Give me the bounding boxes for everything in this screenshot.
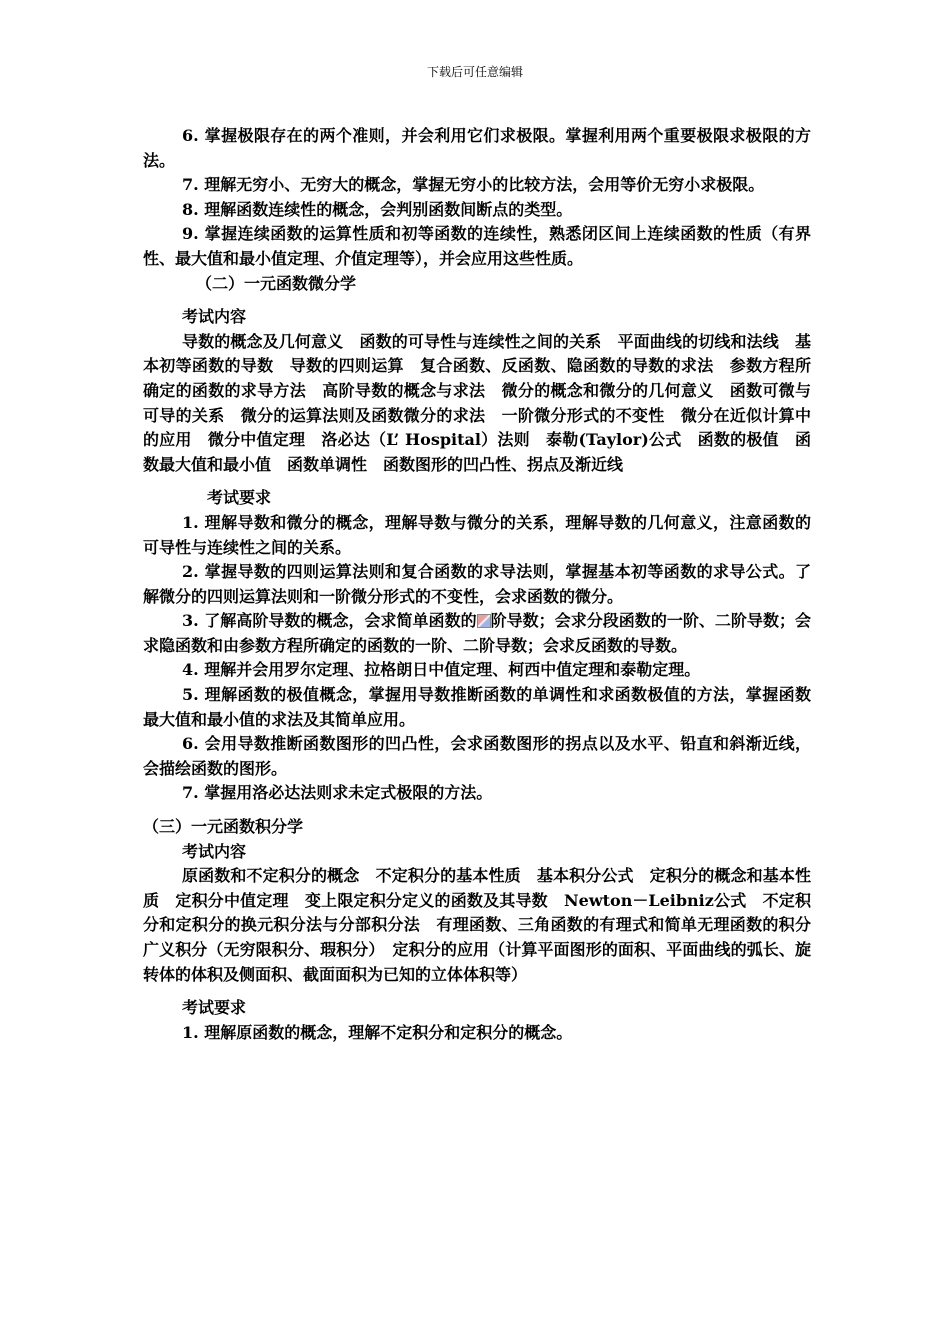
paragraph-req-3	[143, 609, 811, 658]
page-header: 下载后可任意编辑	[426, 65, 523, 79]
paragraph-exam-content-integral: 原函数和不定积分的概念 不定积分的基本性质 基本积分公式 定积分的概念和基本性质 定积分中值定理 变上限定积分定义的函数及其导数 Newton－Leibniz公式 不定积分和定积分的换元积分法与分部积分法 有理函数、三角函数的有理式和简单无理函数的积分 广义积分（无穷限积分、瑕积分） 定积分的应用（计算平面图形的面积、平面曲线的弧长、旋转体的体积及侧面积、截面面积为已知的立体体积等）	[143, 866, 828, 984]
paragraph-item-9: 9. 掌握连续函数的运算性质和初等函数的连续性，熟悉闭区间上连续函数的性质（有界性、最大值和最小值定理、介值定理等），并会应用这些性质。	[143, 224, 811, 268]
subheading-exam-requirements-integral: 考试要求	[182, 998, 247, 1018]
section-heading-differential: （二）一元函数微分学	[196, 273, 357, 293]
req-3-text-before: 3. 了解高阶导数的概念，会求简单函数的	[182, 611, 477, 631]
subheading-exam-requirements: 考试要求	[207, 488, 272, 508]
paragraph-req-1: 1. 理解导数和微分的概念，理解导数与微分的关系，理解导数的几何意义，注意函数的可导性与连续性之间的关系。	[143, 512, 811, 557]
paragraph-item-8: 8. 理解函数连续性的概念，会判别函数间断点的类型。	[182, 199, 573, 219]
document-body	[143, 124, 828, 1045]
section-heading-integral: （三）一元函数积分学	[143, 817, 304, 837]
paragraph-req-4: 4. 理解并会用罗尔定理、拉格朗日中值定理、柯西中值定理和泰勒定理。	[182, 660, 701, 680]
paragraph-req-2: 2. 掌握导数的四则运算法则和复合函数的求导法则，掌握基本初等函数的求导公式。了解微分的四则运算法则和一阶微分形式的不变性，会求函数的微分。	[143, 562, 811, 606]
paragraph-req-7: 7. 掌握用洛必达法则求未定式极限的方法。	[182, 783, 493, 803]
paragraph-req-6: 6. 会用导数推断函数图形的凹凸性，会求函数图形的拐点以及水平、铅直和斜渐近线，会描绘函数的图形。	[143, 734, 811, 778]
subheading-exam-content-integral: 考试内容	[182, 841, 247, 861]
paragraph-exam-content-differential: 导数的概念及几何意义 函数的可导性与连续性之间的关系 平面曲线的切线和法线 基本初等函数的导数 导数的四则运算 复合函数、反函数、隐函数的导数的求法 参数方程所确定的函数的求导方法 高阶导数的概念与求法 微分的概念和微分的几何意义 函数可微与可导的关系 微分的运算法则及函数微分的求法 一阶微分形式的不变性 微分在近似计算中的应用 微分中值定理 洛必达（L’ Hospital）法则 泰勒(Taylor)公式 函数的极值 函数最大值和最小值 函数单调性 函数图形的凹凸性、拐点及渐近线	[143, 331, 811, 474]
subheading-exam-content: 考试内容	[182, 307, 247, 327]
paragraph-item-7: 7. 理解无穷小、无穷大的概念，掌握无穷小的比较方法，会用等价无穷小求极限。	[182, 175, 765, 195]
paragraph-req-5: 5. 理解函数的极值概念，掌握用导数推断函数的单调性和求函数极值的方法，掌握函数最大值和最小值的求法及其简单应用。	[143, 685, 811, 729]
req-3-text-after: 阶导数；会求分段函数的一阶、二阶导数；会求隐函数和由参数方程所确定的函数的一阶、二阶导数；会求反函数的导数。	[143, 611, 811, 655]
paragraph-integral-req-1: 1. 理解原函数的概念，理解不定积分和定积分的概念。	[182, 1022, 573, 1042]
paragraph-item-6: 6. 掌握极限存在的两个准则，并会利用它们求极限。掌握利用两个重要极限求极限的方法。	[143, 126, 811, 170]
math-n-image-icon	[477, 614, 491, 628]
